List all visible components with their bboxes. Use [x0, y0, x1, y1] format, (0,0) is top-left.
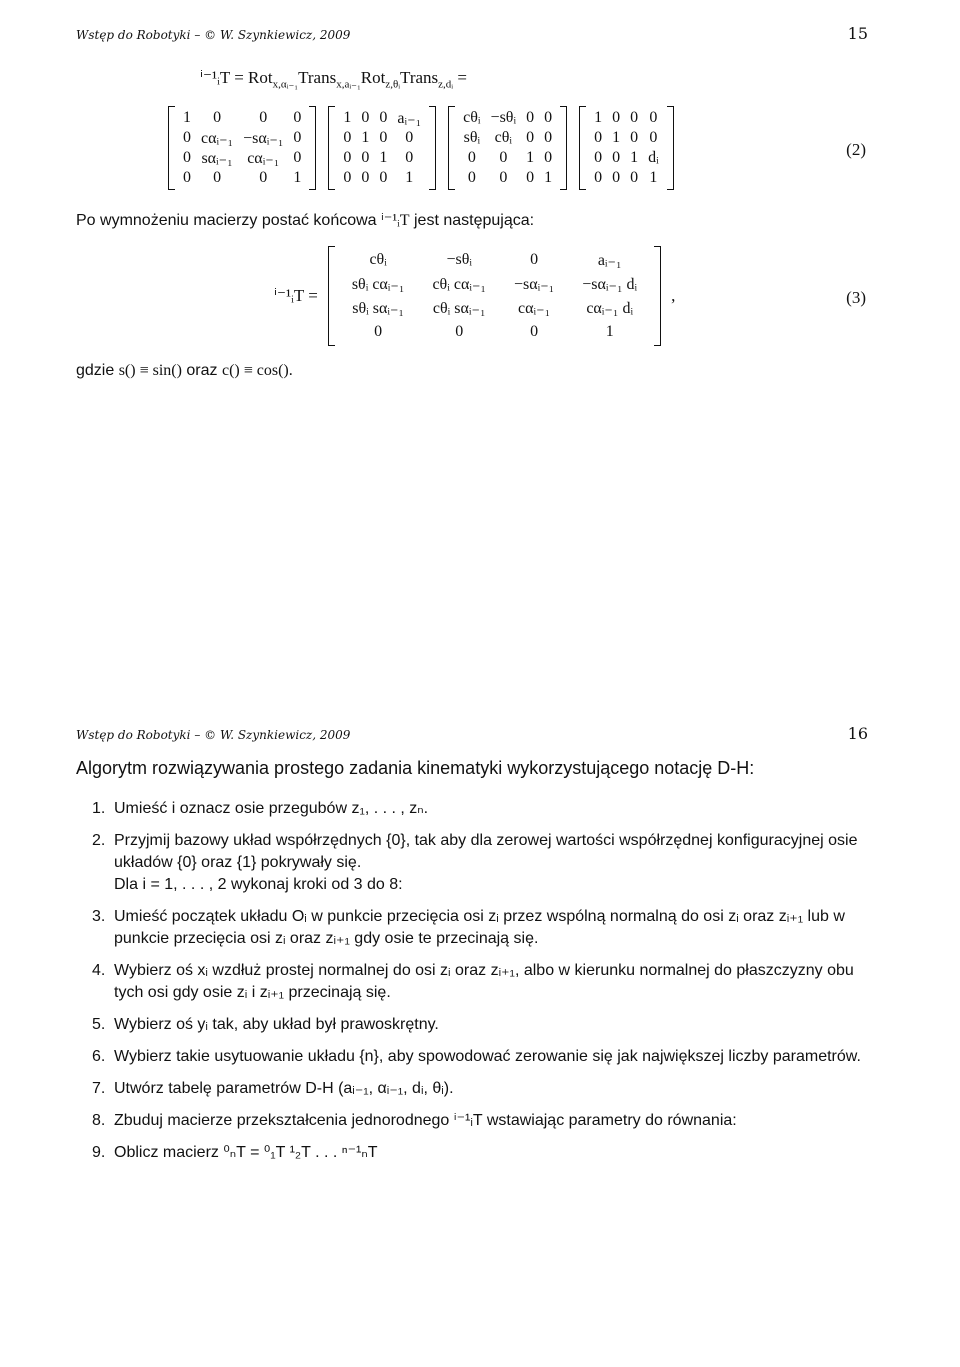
- matrix-cell: 0: [361, 169, 370, 186]
- matrix-cell: cαᵢ₋₁: [201, 130, 234, 147]
- step-number: 5.: [92, 1016, 106, 1033]
- matrix-cell: 0: [343, 149, 352, 166]
- equation-1-lhs: [200, 68, 467, 90]
- matrix-cell: 0: [183, 149, 191, 166]
- step-text: Oblicz macierz ⁰ₙT = ⁰₁T ¹₂T . . . ⁿ⁻¹ₙT: [114, 1144, 378, 1161]
- matrix-cell: 0: [467, 149, 476, 166]
- matrix-cell: cθᵢ sαᵢ₋₁: [432, 300, 486, 317]
- matrix-cell: 1: [405, 169, 414, 186]
- eq3-lhs: ⁱ⁻¹ᵢT =: [274, 286, 318, 305]
- def-math-1: s() ≡ sin(): [118, 362, 182, 379]
- matrix-cell: 0: [649, 109, 658, 126]
- matrix-cell: 0: [526, 109, 535, 126]
- matrix-cell: sαᵢ₋₁: [201, 150, 233, 167]
- matrix-cell: 0: [467, 169, 476, 186]
- matrix-cell: 1: [183, 109, 191, 126]
- eq1-op-3: Rot: [360, 68, 386, 87]
- matrix-cell: sθᵢ: [463, 129, 481, 146]
- para-symbol: ⁱ⁻¹ᵢT: [381, 212, 410, 229]
- matrix-cell: cαᵢ₋₁: [518, 300, 551, 317]
- equation-number-2: (2): [846, 140, 866, 159]
- matrix-2: [328, 106, 436, 190]
- matrix-cell: 1: [605, 323, 614, 340]
- eq1-equals: =: [457, 68, 467, 87]
- matrix-cell: 0: [361, 109, 370, 126]
- eq1-sub-4: z,dᵢ: [438, 78, 454, 91]
- matrix-cell: 0: [374, 323, 383, 340]
- matrix-cell: −sθᵢ: [446, 251, 472, 268]
- step-text: Wybierz oś xᵢ wzdłuż prostej normalnej do osi zᵢ oraz zᵢ₊₁, albo w kierunku normalnej do płaszczyzny obu tych osi gdy osie zᵢ i zᵢ₊₁ przecinają się.: [114, 962, 854, 1001]
- matrix-cell: 0: [544, 129, 553, 146]
- matrix-cell: 0: [544, 149, 553, 166]
- matrix-cell: 0: [594, 149, 603, 166]
- matrix-cell: aᵢ₋₁: [597, 252, 622, 269]
- matrix-cell: 0: [530, 251, 539, 268]
- matrix-cell: 0: [499, 149, 508, 166]
- eq1-sub-3: z,θᵢ: [385, 78, 401, 91]
- matrix-cell: 0: [293, 129, 302, 146]
- step-text-wrap: [114, 830, 882, 896]
- matrix-cell: cαᵢ₋₁ dᵢ: [586, 300, 634, 317]
- matrix-cell: 0: [530, 323, 539, 340]
- header-text: Wstęp do Robotyki – © W. Szynkiewicz, 2009: [76, 28, 351, 42]
- matrix-cell: aᵢ₋₁: [397, 110, 422, 127]
- matrix-cell: 0: [379, 129, 388, 146]
- matrix-cell: dᵢ: [648, 149, 659, 166]
- matrix-cell: 0: [293, 109, 302, 126]
- matrix-cell: 1: [594, 109, 603, 126]
- equation-3: [274, 246, 675, 346]
- list-item: [92, 906, 882, 950]
- step-number: 1.: [92, 800, 106, 817]
- matrix-cell: 0: [259, 169, 268, 186]
- matrix-cell: 0: [379, 169, 388, 186]
- step-text: Umieść początek układu Oᵢ w punkcie przecięcia osi zᵢ przez wspólną normalną do osi zᵢ oraz zᵢ₊₁ lub w punkcie przecięcia osi zᵢ oraz zᵢ₊₁ gdy osie te przecinają się.: [114, 908, 845, 947]
- matrix-cell: 0: [612, 109, 621, 126]
- matrix-cell: 0: [630, 129, 639, 146]
- section-title: Algorytm rozwiązywania prostego zadania kinematyki wykorzystującego notację D-H:: [76, 758, 755, 778]
- step-text-wrap: [114, 798, 882, 820]
- step-number: 4.: [92, 962, 106, 979]
- matrix-cell: cθᵢ: [494, 129, 512, 146]
- list-item: [92, 1014, 882, 1036]
- step-text: Wybierz takie usytuowanie układu {n}, aby spowodować zerowanie się jak największej liczby parametrów.: [114, 1048, 861, 1065]
- matrix-cell: 0: [213, 109, 222, 126]
- matrix-cell: 1: [361, 129, 370, 146]
- step-number: 8.: [92, 1112, 106, 1129]
- list-item: [92, 1046, 882, 1068]
- list-item: [92, 830, 882, 896]
- matrix-product: [168, 106, 674, 190]
- matrix-cell: 0: [649, 129, 658, 146]
- step-text: Umieść i oznacz osie przegubów z₁, . . . , zₙ.: [114, 800, 429, 817]
- def-text-a: gdzie: [76, 362, 115, 379]
- paragraph-intro: [76, 210, 534, 230]
- list-item: [92, 1142, 882, 1164]
- eq1-left: ⁱ⁻¹ᵢT = Rot: [200, 68, 273, 87]
- matrix-cell: 0: [526, 129, 535, 146]
- list-item: [92, 1110, 882, 1132]
- matrix-cell: 0: [259, 109, 268, 126]
- page-number: 15: [847, 24, 868, 43]
- matrix-cell: cθᵢ: [463, 109, 481, 126]
- step-text-wrap: [114, 960, 882, 1004]
- matrix-cell: 1: [343, 109, 352, 126]
- eq1-sub-2: x,aᵢ₋₁: [336, 78, 361, 91]
- matrix-cell: −sαᵢ₋₁: [513, 276, 555, 293]
- matrix-cell: 1: [379, 149, 388, 166]
- matrix-cell: −sαᵢ₋₁ dᵢ: [582, 276, 638, 293]
- eq1-op-4: Trans: [400, 68, 439, 87]
- matrix-3: [448, 106, 567, 190]
- equation-number-3: (3): [846, 288, 866, 307]
- matrix-cell: 0: [630, 169, 639, 186]
- matrix-cell: 1: [293, 169, 302, 186]
- list-item: [92, 798, 882, 820]
- matrix-cell: 0: [612, 149, 621, 166]
- matrix-cell: 0: [343, 169, 352, 186]
- matrix-cell: 1: [526, 149, 535, 166]
- step-number: 9.: [92, 1144, 106, 1161]
- list-item: [92, 960, 882, 1004]
- matrix-cell: cθᵢ: [369, 251, 387, 268]
- eq3-comma: ,: [671, 286, 676, 305]
- def-text-b: oraz: [186, 362, 218, 379]
- matrix-cell: sθᵢ sαᵢ₋₁: [352, 300, 405, 317]
- matrix-cell: 0: [343, 129, 352, 146]
- matrix-cell: 0: [405, 129, 414, 146]
- matrix-cell: 1: [649, 169, 658, 186]
- slide-page-16: [0, 700, 960, 1367]
- eq1-op-2: Trans: [298, 68, 337, 87]
- paragraph-definitions: [76, 362, 293, 380]
- matrix-cell: 1: [612, 129, 621, 146]
- step-text-wrap: [114, 1110, 882, 1132]
- matrix-cell: cθᵢ cαᵢ₋₁: [432, 276, 486, 293]
- matrix-1: [168, 106, 316, 190]
- matrix-cell: cαᵢ₋₁: [247, 150, 280, 167]
- step-subtext: Dla i = 1, . . . , 2 wykonaj kroki od 3 do 8:: [114, 876, 403, 893]
- step-number: 7.: [92, 1080, 106, 1097]
- slide-page-15: [0, 0, 960, 680]
- matrix-cell: 0: [594, 129, 603, 146]
- matrix-cell: 1: [630, 149, 639, 166]
- step-text-wrap: [114, 1078, 882, 1100]
- matrix-cell: 0: [594, 169, 603, 186]
- step-text: Wybierz oś yᵢ tak, aby układ był prawoskrętny.: [114, 1016, 439, 1033]
- step-number: 3.: [92, 908, 106, 925]
- page-number: 16: [847, 724, 868, 743]
- matrix-cell: 0: [361, 149, 370, 166]
- step-number: 2.: [92, 832, 106, 849]
- header-text: Wstęp do Robotyki – © W. Szynkiewicz, 2009: [76, 728, 351, 742]
- step-text: Przyjmij bazowy układ współrzędnych {0}, tak aby dla zerowej wartości współrzędnej konfiguracyjnej osie układów {0} oraz {1} pokrywały się.: [114, 832, 858, 871]
- matrix-cell: sθᵢ cαᵢ₋₁: [351, 276, 405, 293]
- matrix-cell: 0: [379, 109, 388, 126]
- matrix-cell: 0: [544, 109, 553, 126]
- matrix-cell: 0: [183, 169, 191, 186]
- step-text: Zbuduj macierze przekształcenia jednorodnego ⁱ⁻¹ᵢT wstawiając parametry do równania:: [114, 1112, 737, 1129]
- matrix-cell: −sαᵢ₋₁: [243, 130, 284, 147]
- step-text-wrap: [114, 1142, 882, 1164]
- matrix-cell: 0: [213, 169, 222, 186]
- matrix-cell: 0: [612, 169, 621, 186]
- algorithm-steps: [92, 798, 882, 1174]
- matrix-4: [579, 106, 674, 190]
- list-item: [92, 1078, 882, 1100]
- para-text-a: Po wymnożeniu macierzy postać końcowa: [76, 212, 377, 229]
- matrix-cell: 0: [499, 169, 508, 186]
- page-header: [76, 724, 868, 743]
- matrix-cell: 0: [630, 109, 639, 126]
- page-header: [76, 24, 868, 43]
- step-text: Utwórz tabelę parametrów D-H (aᵢ₋₁, αᵢ₋₁, dᵢ, θᵢ).: [114, 1080, 454, 1097]
- eq1-sub-1: x,αᵢ₋₁: [272, 78, 299, 91]
- step-number: 6.: [92, 1048, 106, 1065]
- matrix-cell: 0: [183, 129, 191, 146]
- step-text-wrap: [114, 906, 882, 950]
- para-text-b: jest następująca:: [413, 212, 535, 229]
- matrix-cell: −sθᵢ: [490, 109, 517, 126]
- step-text-wrap: [114, 1014, 882, 1036]
- matrix-cell: 0: [405, 149, 414, 166]
- matrix-cell: 0: [526, 169, 535, 186]
- matrix-cell: 0: [455, 323, 464, 340]
- def-math-2: c() ≡ cos().: [221, 362, 293, 379]
- eq3-matrix: [328, 246, 661, 346]
- step-text-wrap: [114, 1046, 882, 1068]
- matrix-cell: 0: [293, 149, 302, 166]
- matrix-cell: 1: [544, 169, 553, 186]
